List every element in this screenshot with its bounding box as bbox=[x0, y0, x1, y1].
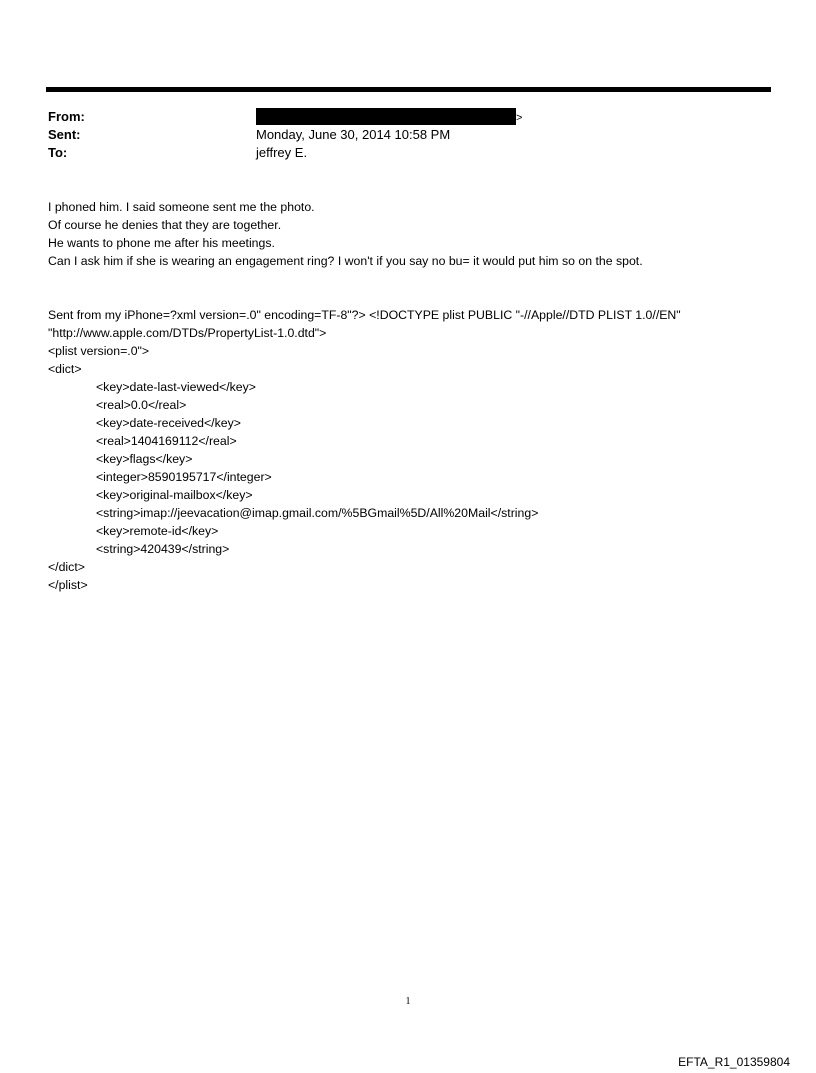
to-value: jeffrey E. bbox=[256, 145, 308, 160]
to-row bbox=[48, 144, 768, 162]
sent-row bbox=[48, 126, 768, 144]
xml-line: <string>imap://jeevacation@imap.gmail.com/%5BGmail%5D/All%20Mail</string> bbox=[96, 506, 539, 520]
xml-line: Sent from my iPhone=?xml version=.0" encoding=TF-8"?> <!DOCTYPE plist PUBLIC "-//Apple//DTD PLIST 1.0//EN" bbox=[48, 308, 681, 322]
signature-xml-block bbox=[48, 306, 788, 594]
message-line: Of course he denies that they are together. bbox=[48, 218, 282, 232]
xml-line: </plist> bbox=[48, 578, 88, 592]
from-row bbox=[48, 108, 768, 126]
from-suffix: > bbox=[516, 112, 523, 124]
from-label: From: bbox=[48, 109, 85, 124]
xml-line: <real>1404169112</real> bbox=[96, 434, 237, 448]
sent-value: Monday, June 30, 2014 10:58 PM bbox=[256, 127, 451, 142]
xml-line: <integer>8590195717</integer> bbox=[96, 470, 272, 484]
to-label: To: bbox=[48, 145, 68, 160]
xml-line: <key>date-last-viewed</key> bbox=[96, 380, 256, 394]
xml-line: <string>420439</string> bbox=[96, 542, 230, 556]
xml-line: "http://www.apple.com/DTDs/PropertyList-1.0.dtd"> bbox=[48, 326, 327, 340]
xml-line: <real>0.0</real> bbox=[96, 398, 187, 412]
message-line: Can I ask him if she is wearing an engagement ring? I won't if you say no bu= it would put him so on the spot. bbox=[48, 254, 643, 268]
xml-line: <key>original-mailbox</key> bbox=[96, 488, 253, 502]
message-line: I phoned him. I said someone sent me the photo. bbox=[48, 200, 315, 214]
sent-label: Sent: bbox=[48, 127, 81, 142]
xml-line: <dict> bbox=[48, 362, 82, 376]
message-body bbox=[48, 198, 788, 270]
xml-line: <key>flags</key> bbox=[96, 452, 193, 466]
xml-line: </dict> bbox=[48, 560, 85, 574]
message-line: He wants to phone me after his meetings. bbox=[48, 236, 275, 250]
header-divider bbox=[46, 87, 771, 92]
bates-number: EFTA_R1_01359804 bbox=[678, 1055, 790, 1069]
xml-line: <key>date-received</key> bbox=[96, 416, 241, 430]
xml-line: <key>remote-id</key> bbox=[96, 524, 219, 538]
redaction-block bbox=[256, 108, 516, 125]
from-value bbox=[256, 108, 522, 127]
xml-line: <plist version=.0"> bbox=[48, 344, 150, 358]
page-number: 1 bbox=[405, 996, 411, 1007]
